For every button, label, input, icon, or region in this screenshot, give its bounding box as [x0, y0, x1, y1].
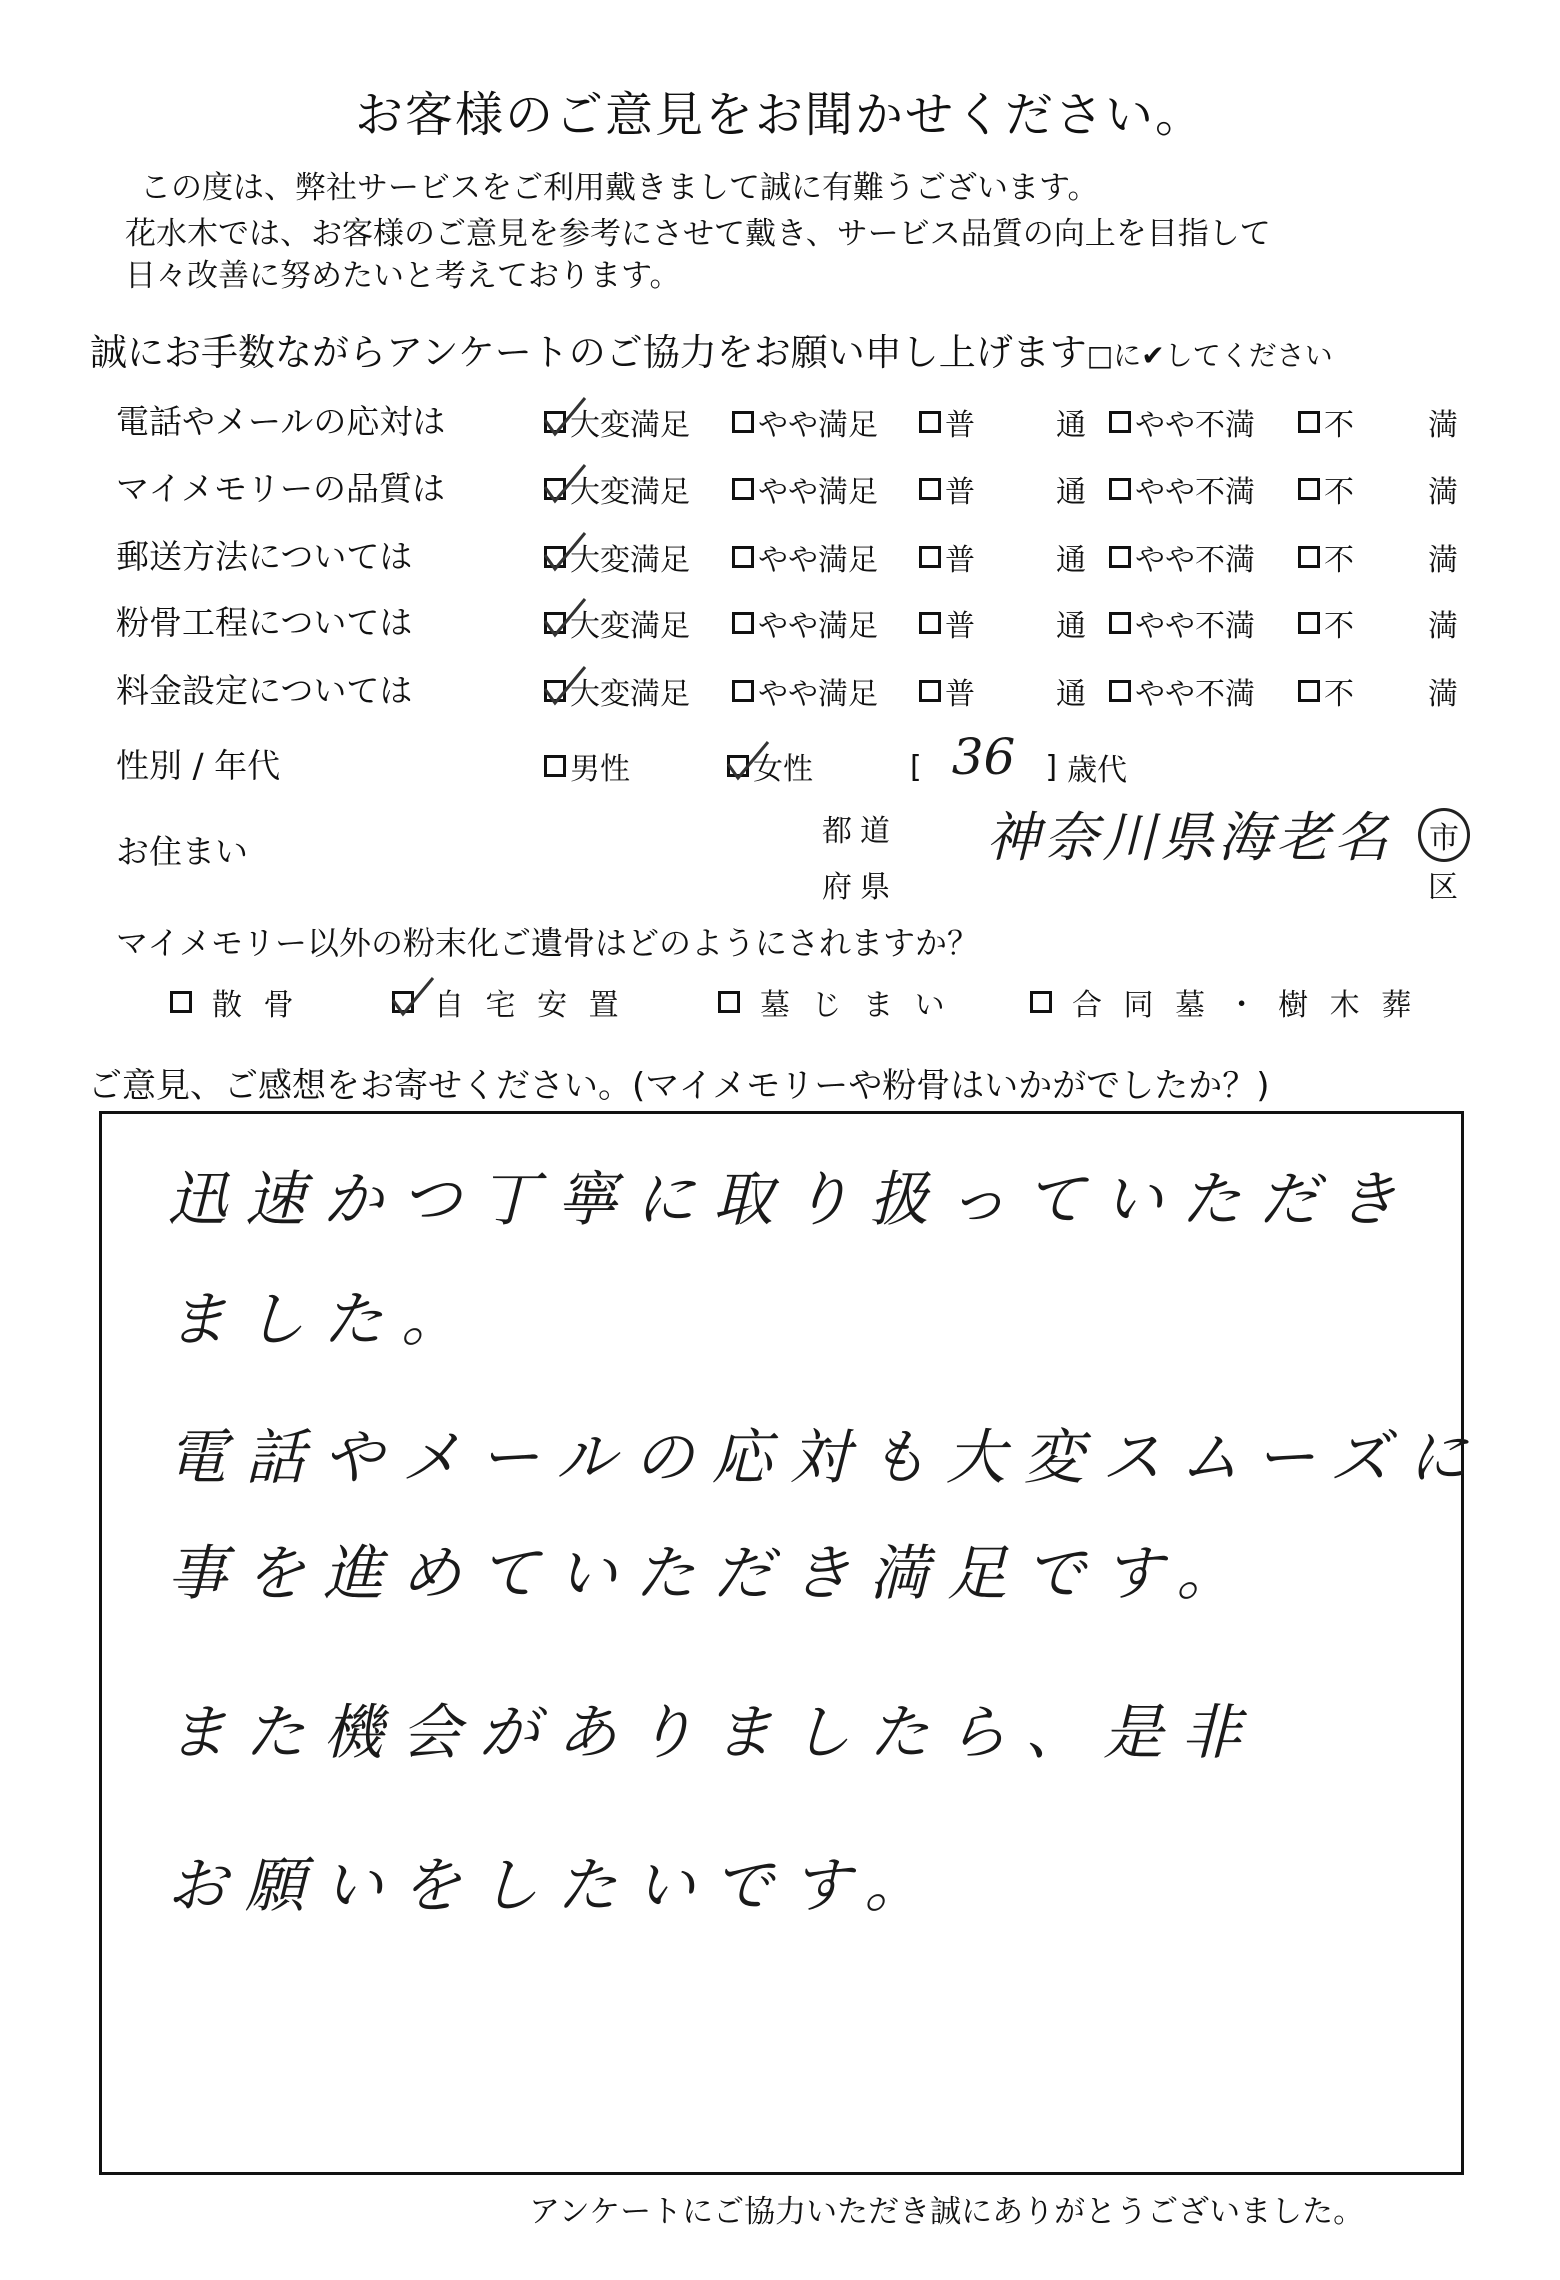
option-text: やや満足: [758, 543, 878, 578]
checkbox-icon: [1109, 478, 1131, 500]
rating-option-checkbox[interactable]: [1109, 467, 1255, 511]
checked-checkbox-icon: [544, 478, 566, 500]
option-text: 墓 じ ま い: [760, 988, 951, 1023]
rating-option-label: [1056, 601, 1086, 645]
rating-option-label: [1428, 535, 1458, 579]
question-label: 電話やメールの応対は: [116, 402, 446, 441]
option-text: 満: [1428, 609, 1458, 644]
comment-handwritten-line: また機会がありましたら、是非: [167, 1698, 1259, 1768]
comment-handwritten-line: 電話やメールの応対も大変スムーズに: [167, 1423, 1486, 1493]
checkbox-icon: [1109, 612, 1131, 634]
question-label: マイメモリーの品質は: [116, 469, 446, 508]
option-text: 満: [1428, 408, 1458, 443]
rating-option-checkbox[interactable]: [1298, 601, 1354, 645]
checkbox-icon: [1298, 680, 1320, 702]
age-value: 36: [951, 728, 1016, 786]
option-text: やや不満: [1135, 475, 1255, 510]
option-text: 大変満足: [570, 543, 690, 578]
city-label-circled: 市: [1418, 808, 1470, 862]
option-text: 通: [1056, 475, 1086, 510]
option-text: 通: [1056, 408, 1086, 443]
gender-female-checkbox[interactable]: 女性: [727, 744, 813, 788]
checkbox-icon: [1298, 612, 1320, 634]
option-text: 不: [1324, 609, 1354, 644]
disposal-option-checkbox[interactable]: [718, 980, 951, 1024]
checkbox-icon: [919, 478, 941, 500]
rating-option-checkbox[interactable]: [1109, 535, 1255, 579]
instruction: 誠にお手数ながらアンケートのご協力をお願い申し上げます□に✔してください: [90, 331, 1333, 374]
rating-option-checkbox[interactable]: [732, 669, 878, 713]
rating-option-label: [1428, 467, 1458, 511]
rating-option-checkbox[interactable]: [919, 601, 975, 645]
rating-option-checkbox[interactable]: [919, 467, 975, 511]
gender-male-checkbox[interactable]: 男性: [544, 744, 630, 788]
rating-option-label: [1056, 400, 1086, 444]
checkbox-icon: [1298, 478, 1320, 500]
checked-checkbox-icon: [392, 991, 414, 1013]
option-text: 自 宅 安 置: [434, 988, 625, 1023]
rating-option-checkbox[interactable]: [919, 400, 975, 444]
rating-option-checkbox[interactable]: [732, 400, 878, 444]
prefecture-label-top: 都道: [822, 814, 898, 849]
checkbox-icon: [732, 680, 754, 702]
checked-checkbox-icon: [544, 546, 566, 568]
instruction-note: □に✔してください: [1086, 339, 1333, 372]
option-text: 大変満足: [570, 408, 690, 443]
rating-option-checkbox[interactable]: [1109, 669, 1255, 713]
checkbox-icon: [732, 612, 754, 634]
intro-line: この度は、弊社サービスをご利用戴きまして誠に有難うございます。: [140, 170, 1099, 206]
option-text: やや不満: [1135, 609, 1255, 644]
checked-checkbox-icon: [544, 612, 566, 634]
rating-option-label: [1428, 400, 1458, 444]
option-text: やや満足: [758, 677, 878, 712]
rating-option-label: [1428, 669, 1458, 713]
question-label: 粉骨工程については: [116, 603, 413, 642]
checkbox-icon: [1030, 991, 1052, 1013]
checkbox-icon: [919, 546, 941, 568]
rating-option-checkbox[interactable]: [1109, 601, 1255, 645]
checkbox-icon: [919, 411, 941, 433]
comment-handwritten-line: ました。: [167, 1285, 479, 1355]
option-text: 普: [945, 408, 975, 443]
option-text: 不: [1324, 543, 1354, 578]
option-text: 満: [1428, 543, 1458, 578]
rating-option-checkbox[interactable]: [1109, 400, 1255, 444]
page-title: お客様のご意見をお聞かせください。: [354, 87, 1205, 143]
comment-handwritten-line: 迅速かつ丁寧に取り扱っていただき: [167, 1165, 1415, 1235]
disposal-option-checkbox[interactable]: [170, 980, 300, 1024]
option-text: 通: [1056, 677, 1086, 712]
option-text: 不: [1324, 677, 1354, 712]
question-label: 郵送方法については: [116, 537, 413, 576]
checkbox-icon: [1298, 411, 1320, 433]
comment-handwritten-line: 事を進めていただき満足です。: [167, 1539, 1255, 1609]
option-text: 不: [1324, 475, 1354, 510]
option-text: やや不満: [1135, 408, 1255, 443]
option-text: 大変満足: [570, 609, 690, 644]
rating-option-checkbox[interactable]: [919, 669, 975, 713]
question-label: 料金設定については: [116, 671, 413, 710]
address-label: お住まい: [116, 832, 248, 871]
option-text: 満: [1428, 475, 1458, 510]
option-text: やや不満: [1135, 677, 1255, 712]
checkbox-icon: [919, 612, 941, 634]
rating-option-checkbox[interactable]: [544, 601, 690, 645]
prefecture-label-bottom: 府県: [822, 870, 898, 905]
checkbox-icon: [1298, 546, 1320, 568]
rating-option-label: [1428, 601, 1458, 645]
checkbox-icon: [919, 680, 941, 702]
intro-line: 日々改善に努めたいと考えております。: [125, 258, 681, 294]
rating-option-checkbox[interactable]: [544, 400, 690, 444]
option-text: 不: [1324, 408, 1354, 443]
rating-option-checkbox[interactable]: [732, 601, 878, 645]
rating-option-checkbox[interactable]: [544, 535, 690, 579]
option-text: 通: [1056, 543, 1086, 578]
rating-option-checkbox[interactable]: [1298, 535, 1354, 579]
rating-option-checkbox[interactable]: [919, 535, 975, 579]
checkbox-icon: [170, 991, 192, 1013]
rating-option-checkbox[interactable]: [1298, 669, 1354, 713]
option-text: 散 骨: [212, 988, 300, 1023]
checkbox-icon: [732, 546, 754, 568]
option-text: 大変満足: [570, 677, 690, 712]
option-text: やや不満: [1135, 543, 1255, 578]
rating-option-checkbox[interactable]: [1298, 400, 1354, 444]
rating-option-checkbox[interactable]: [732, 467, 878, 511]
option-text: 満: [1428, 677, 1458, 712]
address-handwritten[interactable]: 神奈川県海老名: [986, 806, 1392, 869]
footer-thanks: アンケートにご協力いただき誠にありがとうございました。: [529, 2194, 1365, 2230]
intro-line: 花水木では、お客様のご意見を参考にさせて戴き、サービス品質の向上を目指して: [125, 216, 1271, 252]
rating-option-checkbox[interactable]: [1298, 467, 1354, 511]
option-text: 普: [945, 609, 975, 644]
checked-checkbox-icon: [544, 680, 566, 702]
comment-box[interactable]: [99, 1111, 1464, 2175]
checkbox-icon: [732, 478, 754, 500]
option-text: 普: [945, 475, 975, 510]
disposal-option-checkbox[interactable]: [1030, 980, 1417, 1024]
checkbox-icon: [1109, 546, 1131, 568]
ward-label: 区: [1428, 870, 1458, 905]
checkbox-icon: [718, 991, 740, 1013]
rating-option-label: [1056, 535, 1086, 579]
rating-option-checkbox[interactable]: [544, 467, 690, 511]
disposal-option-checkbox[interactable]: [392, 980, 625, 1024]
option-text: 合 同 墓 ・ 樹 木 葬: [1072, 988, 1418, 1023]
option-text: やや満足: [758, 609, 878, 644]
option-text: 大変満足: [570, 475, 690, 510]
rating-option-label: [1056, 467, 1086, 511]
checked-checkbox-icon: [544, 411, 566, 433]
age-field[interactable]: [ 36 ] 歳代: [910, 728, 1128, 788]
option-text: 普: [945, 543, 975, 578]
comment-handwritten-line: お願いをしたいです。: [167, 1851, 943, 1921]
option-text: やや満足: [758, 408, 878, 443]
checkbox-icon: [544, 755, 566, 777]
checkbox-icon: [1109, 411, 1131, 433]
gender-age-label: 性別 / 年代: [116, 746, 281, 785]
checkbox-icon: [732, 411, 754, 433]
other-question-label: マイメモリー以外の粉末化ご遺骨はどのようにされますか？: [116, 924, 980, 962]
checked-checkbox-icon: [727, 755, 749, 777]
checkbox-icon: [1109, 680, 1131, 702]
rating-option-checkbox[interactable]: [732, 535, 878, 579]
comment-heading: ご意見、ご感想をお寄せください。(マイメモリーや粉骨はいかがでしたか？): [88, 1066, 1270, 1106]
rating-option-label: [1056, 669, 1086, 713]
rating-option-checkbox[interactable]: [544, 669, 690, 713]
option-text: 普: [945, 677, 975, 712]
option-text: 通: [1056, 609, 1086, 644]
option-text: やや満足: [758, 475, 878, 510]
